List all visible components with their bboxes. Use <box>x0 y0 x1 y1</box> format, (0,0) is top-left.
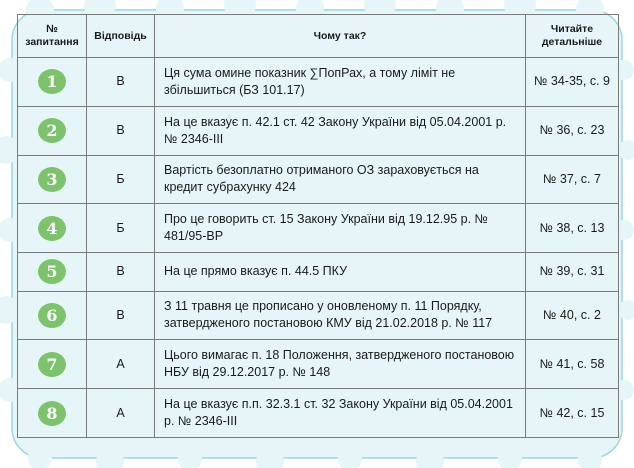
answer-cell: А <box>87 389 155 438</box>
table-row <box>18 58 619 107</box>
table-header-row <box>18 15 619 58</box>
question-number-badge: 8 <box>38 401 66 426</box>
header-question-number: № запитання <box>18 15 87 58</box>
table-row <box>18 106 619 155</box>
question-number-badge: 6 <box>38 303 66 328</box>
answers-table <box>17 14 619 438</box>
answer-cell: В <box>87 253 155 291</box>
question-number-cell <box>18 253 87 291</box>
reference-cell: № 34-35, с. 9 <box>526 58 619 107</box>
table-row <box>18 340 619 389</box>
explanation-cell: Ця сума омине показник ∑ПопРах, а тому ліміт не збільшиться (БЗ 101.17) <box>155 58 526 107</box>
question-number-badge: 1 <box>38 69 66 94</box>
question-number-cell <box>18 106 87 155</box>
table-row <box>18 389 619 438</box>
answer-cell: В <box>87 58 155 107</box>
question-number-badge: 4 <box>38 216 66 241</box>
header-read-more: Читайте детальніше <box>526 15 619 58</box>
table-row <box>18 291 619 340</box>
header-why: Чому так? <box>155 15 526 58</box>
reference-cell: № 42, с. 15 <box>526 389 619 438</box>
explanation-cell: Про це говорить ст. 15 Закону України від 19.12.95 р. № 481/95-ВР <box>155 204 526 253</box>
reference-cell: № 39, с. 31 <box>526 253 619 291</box>
table-row <box>18 204 619 253</box>
explanation-cell: З 11 травня це прописано у оновленому п. 11 Порядку, затвердженого постановою КМУ від 21.02.2018 р. № 117 <box>155 291 526 340</box>
reference-cell: № 40, с. 2 <box>526 291 619 340</box>
question-number-badge: 2 <box>38 118 66 143</box>
question-number-cell <box>18 389 87 438</box>
answers-table-container <box>17 14 618 438</box>
question-number-badge: 5 <box>38 259 66 284</box>
reference-cell: № 41, с. 58 <box>526 340 619 389</box>
answer-cell: В <box>87 106 155 155</box>
reference-cell: № 38, с. 13 <box>526 204 619 253</box>
question-number-cell <box>18 340 87 389</box>
table-row <box>18 155 619 204</box>
answer-cell: В <box>87 291 155 340</box>
question-number-badge: 7 <box>38 352 66 377</box>
explanation-cell: На це вказує п. 42.1 ст. 42 Закону України від 05.04.2001 р. № 2346-ІІІ <box>155 106 526 155</box>
question-number-cell <box>18 291 87 340</box>
answer-cell: А <box>87 340 155 389</box>
reference-cell: № 36, с. 23 <box>526 106 619 155</box>
explanation-cell: Цього вимагає п. 18 Положення, затвердженого постановою НБУ від 29.12.2017 р. № 148 <box>155 340 526 389</box>
explanation-cell: На це прямо вказує п. 44.5 ПКУ <box>155 253 526 291</box>
reference-cell: № 37, с. 7 <box>526 155 619 204</box>
answer-cell: Б <box>87 204 155 253</box>
question-number-badge: 3 <box>38 167 66 192</box>
question-number-cell <box>18 58 87 107</box>
question-number-cell <box>18 204 87 253</box>
explanation-cell: Вартість безоплатно отриманого ОЗ зараховується на кредит субрахунку 424 <box>155 155 526 204</box>
answer-cell: Б <box>87 155 155 204</box>
table-row <box>18 253 619 291</box>
explanation-cell: На це вказує п.п. 32.3.1 ст. 32 Закону України від 05.04.2001 р. № 2346-ІІІ <box>155 389 526 438</box>
header-answer: Відповідь <box>87 15 155 58</box>
question-number-cell <box>18 155 87 204</box>
